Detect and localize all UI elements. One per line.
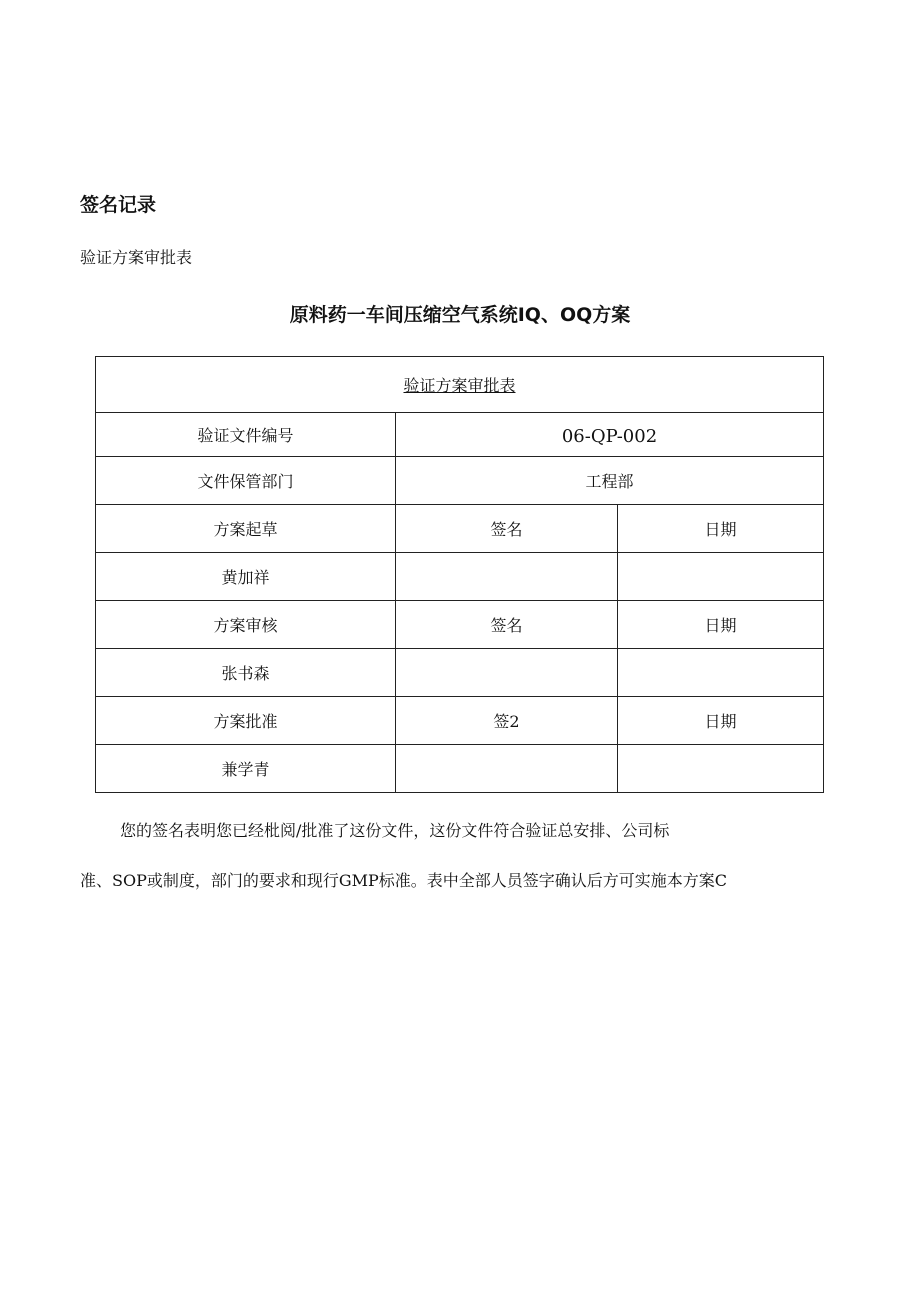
- review-date-cell: [618, 649, 824, 697]
- table-header-row: [96, 357, 824, 413]
- dept-label: 文件保管部门: [96, 457, 396, 505]
- table-row-draft-header: [96, 505, 824, 553]
- document-title: 原料药一车间压缩空气系统IQ、OQ方案: [289, 304, 631, 326]
- table-row-review-name: [96, 649, 824, 697]
- table-row-dept: [96, 457, 824, 505]
- section-heading: 签名记录: [80, 194, 157, 216]
- statement-line-2: 准、SOP或制度，部门的要求和现行GMP标准。表中全部人员签字确认后方可实施本方案C: [80, 871, 728, 890]
- draft-label: 方案起草: [96, 505, 396, 553]
- approve-signature-cell: [396, 745, 618, 793]
- review-sign-label: 签名: [396, 601, 618, 649]
- table-header-cell: [96, 357, 824, 413]
- statement-line-1: 您的签名表明您已经枇阅/批准了这份文件，这份文件符合验证总安排、公司标: [120, 821, 670, 840]
- draft-date-label: 日期: [618, 505, 824, 553]
- draft-signature-cell: [396, 553, 618, 601]
- review-date-label: 日期: [618, 601, 824, 649]
- review-label: 方案审核: [96, 601, 396, 649]
- section-subheading: 验证方案审批表: [80, 248, 193, 267]
- dept-value: 工程部: [396, 457, 824, 505]
- approve-date-cell: [618, 745, 824, 793]
- approve-name: 兼学青: [96, 745, 396, 793]
- review-signature-cell: [396, 649, 618, 697]
- table-row-approve-name: [96, 745, 824, 793]
- doc-number-value: 06-QP-002: [396, 413, 824, 457]
- approve-label: 方案批准: [96, 697, 396, 745]
- table-row-review-header: [96, 601, 824, 649]
- table-header-text: 验证方案审批表: [403, 376, 516, 395]
- draft-date-cell: [618, 553, 824, 601]
- draft-name: 黄加祥: [96, 553, 396, 601]
- table-row-approve-header: [96, 697, 824, 745]
- doc-number-label: 验证文件编号: [96, 413, 396, 457]
- table-row-doc-number: [96, 413, 824, 457]
- review-name: 张书森: [96, 649, 396, 697]
- table-row-draft-name: [96, 553, 824, 601]
- draft-sign-label: 签名: [396, 505, 618, 553]
- approve-date-label: 日期: [618, 697, 824, 745]
- approve-sign-label: 签2: [396, 697, 618, 745]
- approval-table: [95, 356, 824, 793]
